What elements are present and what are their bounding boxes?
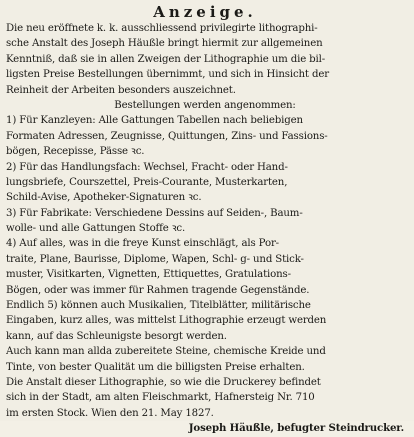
signature-line: Joseph Häußle, befugter Steindrucker. <box>188 422 404 435</box>
signature <box>6 421 404 436</box>
text-line: im ersten Stock. Wien den 21. May 1827. <box>6 407 214 419</box>
text-line: Bögen, oder was immer für Rahmen tragende Gegenstände. <box>6 284 310 296</box>
text-line: Die neu eröffnete k. k. ausschliessend privilegirte lithographi- <box>6 23 318 34</box>
intro-paragraph <box>6 21 404 98</box>
text-line: traite, Plane, Baurisse, Diplome, Wapen, Schl- g- und Stick- <box>6 253 304 265</box>
text-line: 4) Auf alles, was in die freye Kunst einschlägt, als Por- <box>6 238 279 250</box>
text-line: Auch kann man allda zubereitete Steine, chemische Kreide und <box>6 346 326 358</box>
item-2-commerce <box>6 160 404 206</box>
item-5-music <box>6 298 404 344</box>
item-4-art <box>6 236 404 298</box>
text-line: sche Anstalt des Joseph Häußle bringt hiermit zur allgemeinen <box>6 38 323 50</box>
item-1-offices <box>6 113 404 159</box>
text-line: sich in der Stadt, am alten Fleischmarkt, Hafnersteig Nr. 710 <box>6 392 315 404</box>
text-line: Die Anstalt dieser Lithographie, so wie die Druckerey befindet <box>6 376 321 388</box>
text-line: 3) Für Fabrikate: Verschiedene Dessins auf Seiden-, Baum- <box>6 207 303 219</box>
text-line: Reinheit der Arbeiten besonders auszeichnet. <box>6 84 236 96</box>
text-line: bögen, Recepisse, Pässe ꝛc. <box>6 146 145 158</box>
text-line: muster, Visitkarten, Vignetten, Ettiquettes, Gratulations- <box>6 269 291 281</box>
text-line: Kenntniß, daß sie in allen Zweigen der Lithographie um die bil- <box>6 53 326 65</box>
text-line: ligsten Preise Bestellungen übernimmt, und sich in Hinsicht der <box>6 69 329 81</box>
text-line: Endlich 5) können auch Musikalien, Titelblätter, militärische <box>6 300 311 312</box>
closing-paragraph <box>6 344 404 421</box>
text-line: 2) Für das Handlungsfach: Wechsel, Fracht- oder Hand- <box>6 161 288 173</box>
text-line: wolle- und alle Gattungen Stoffe ꝛc. <box>6 223 186 235</box>
text-line: lungsbriefe, Courszettel, Preis-Courante, Musterkarten, <box>6 176 288 188</box>
text-line: Bestellungen werden angenommen: <box>114 99 296 111</box>
text-line: 1) Für Kanzleyen: Alle Gattungen Tabellen nach beliebigen <box>6 115 303 127</box>
orders-heading <box>6 98 404 113</box>
text-line: Eingaben, kurz alles, was mittelst Lithographie erzeugt werden <box>6 315 327 327</box>
text-line: Schild-Avise, Apotheker-Signaturen ꝛc. <box>6 192 202 204</box>
item-3-manufactures <box>6 206 404 237</box>
text-line: Tinte, von bester Qualität um die billigsten Preise erhalten. <box>6 361 305 373</box>
text-line: Formaten Adressen, Zeugnisse, Quittungen, Zins- und Fassions- <box>6 130 328 142</box>
text-line: kann, auf das Schleunigste besorgt werden. <box>6 330 227 342</box>
advertisement-heading: Anzeige. <box>153 3 257 21</box>
